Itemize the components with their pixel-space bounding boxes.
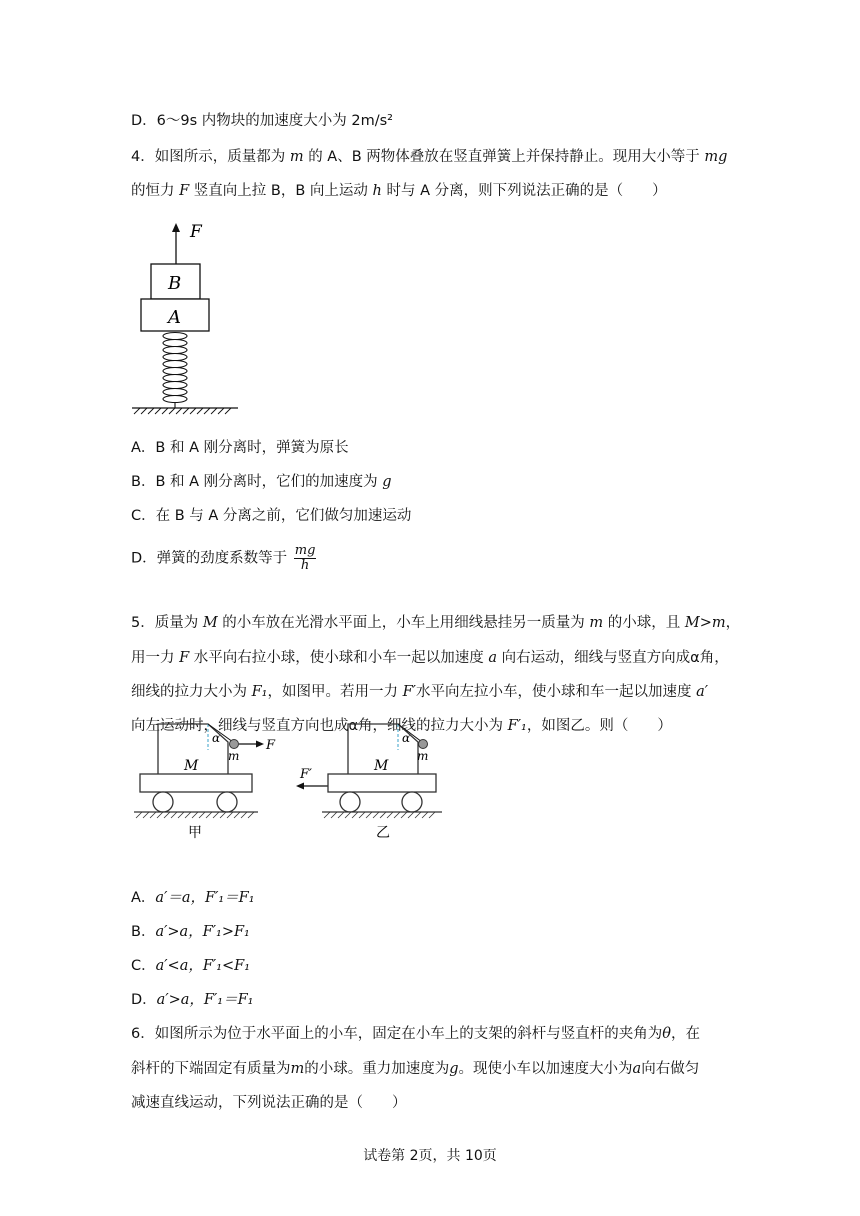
page-footer: 试卷第 2页，共 10页 <box>363 1148 497 1164</box>
q5-stem-line4: 向左运动时，细线与竖直方向也成α角，细线的拉力大小为 F′₁，如图乙。则（ ） <box>131 718 672 734</box>
q5-option-d: D．a′>a，F′₁＝F₁ <box>131 992 254 1008</box>
q5-option-c: C．a′<a，F′₁<F₁ <box>131 958 251 974</box>
force-label-f: F <box>190 222 202 242</box>
ground-hatch <box>134 408 231 414</box>
q4-option-a: A．B 和 A 刚分离时，弹簧为原长 <box>131 440 349 456</box>
spring <box>163 333 187 409</box>
q5-option-b: B．a′>a，F′₁>F₁ <box>131 924 250 940</box>
q4-option-d: D．弹簧的劲度系数等于 $\frac{mg}{h}$ <box>131 543 316 573</box>
ball-mass-right: m <box>417 749 429 763</box>
alpha-label-left: α <box>212 731 221 745</box>
ball-mass-left: m <box>228 749 240 763</box>
q3-option-d: D．6～9s 内物块的加速度大小为 2m/s² <box>131 113 393 129</box>
cart-right <box>296 724 442 841</box>
caption-yi: 乙 <box>376 825 390 841</box>
ball-right <box>419 740 428 749</box>
cart-mass-left: M <box>184 758 199 774</box>
q4-stem-line2: 的恒力 F 竖直向上拉 B，B 向上运动 h 时与 A 分离，则下列说法正确的是（ ） <box>131 183 667 199</box>
force-left-label: F′ <box>300 767 312 782</box>
q4-stem-line1: 4．如图所示，质量都为 m 的 A、B 两物体叠放在竖直弹簧上并保持静止。现用大小等于 mg <box>131 149 728 165</box>
q4-option-c: C．在 B 与 A 分离之前，它们做匀加速运动 <box>131 508 412 524</box>
cart-mass-right: M <box>374 758 389 774</box>
block-a-label: A <box>168 307 181 328</box>
ball-left <box>230 740 239 749</box>
q5-stem-line3: 细线的拉力大小为 F₁，如图甲。若用一力 F′水平向左拉小车，使小球和车一起以加速度 a′ <box>131 684 708 700</box>
q6-stem-line3: 减速直线运动，下列说法正确的是（ ） <box>131 1095 407 1111</box>
q6-stem-line2: 斜杆的下端固定有质量为m的小球。重力加速度为g。现使小车以加速度大小为a向右做匀 <box>131 1061 700 1077</box>
block-b-label: B <box>168 273 182 294</box>
cart-left <box>134 724 276 841</box>
q6-stem-line1: 6．如图所示为位于水平面上的小车，固定在小车上的支架的斜杆与竖直杆的夹角为θ，在 <box>131 1026 700 1042</box>
q5-option-a: A．a′＝a，F′₁＝F₁ <box>131 890 255 906</box>
caption-jia: 甲 <box>188 825 202 841</box>
q5-stem-line2: 用一力 F 水平向右拉小球，使小球和小车一起以加速度 a 向右运动，细线与竖直方向成α角， <box>131 650 729 666</box>
fraction-mg-over-h: $\frac{mg}{h}$ <box>294 543 316 573</box>
alpha-label-right: α <box>402 731 411 745</box>
q5-figure-carts <box>130 712 450 842</box>
q4-option-b: B．B 和 A 刚分离时，它们的加速度为 g <box>131 474 392 490</box>
force-right-label: F <box>266 738 276 753</box>
q4-figure-spring-blocks <box>120 215 250 425</box>
q5-stem-line1: 5．质量为 M 的小车放在光滑水平面上，小车上用细线悬挂另一质量为 m 的小球，且 M>m， <box>131 615 741 631</box>
